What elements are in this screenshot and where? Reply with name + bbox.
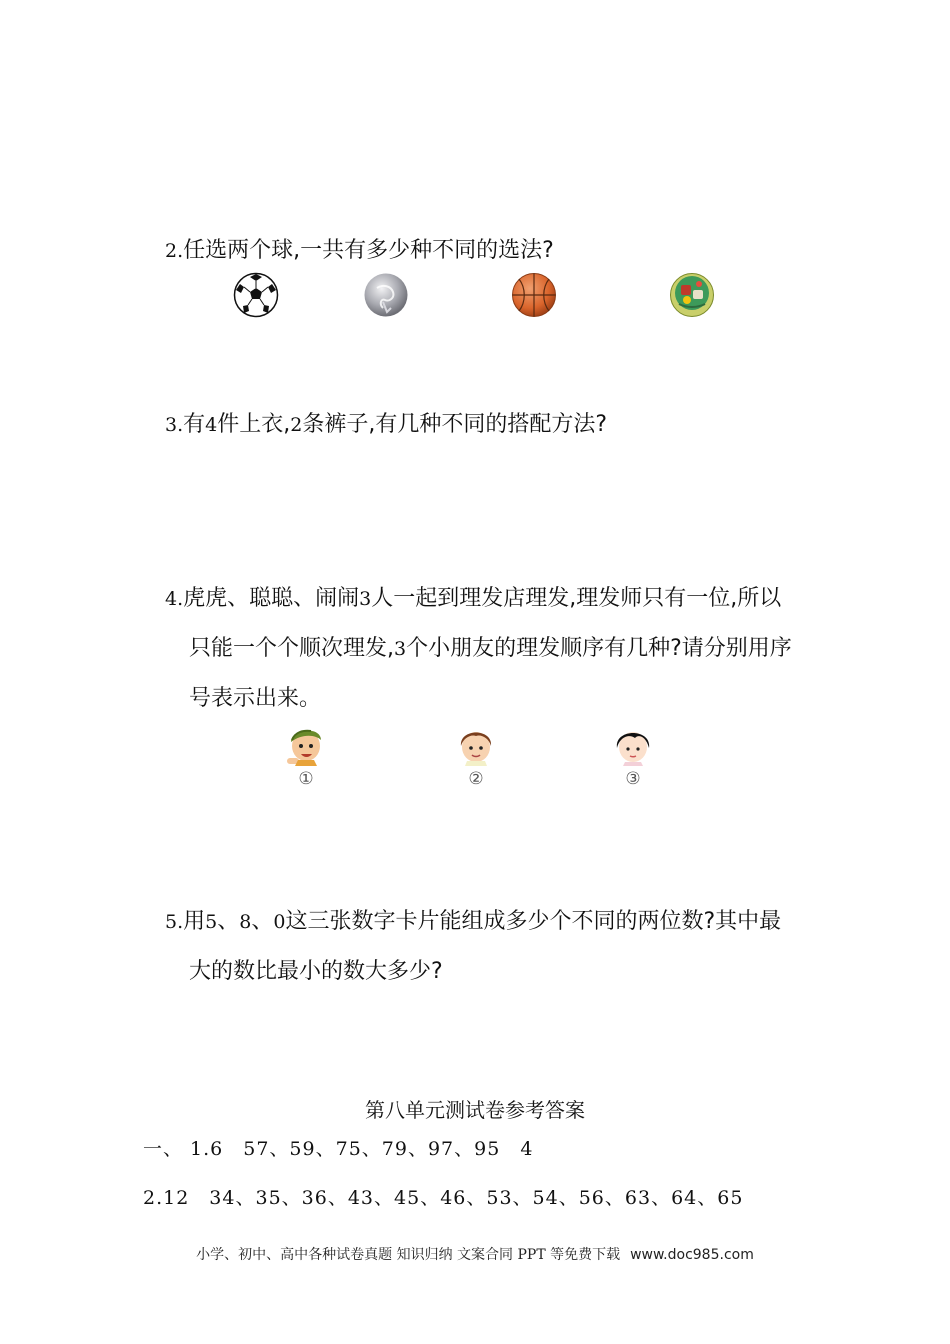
question-text: 人一起到理发店理发,理发师只有一位,所以 bbox=[371, 586, 782, 611]
question-4 bbox=[165, 574, 792, 724]
basketball-icon bbox=[511, 272, 557, 318]
number-4: 4 bbox=[205, 414, 218, 436]
question-text: 用 bbox=[183, 909, 206, 934]
question-number: 4. bbox=[165, 588, 184, 610]
question-text: 任选两个球,一共有多少种不同的选法? bbox=[183, 238, 554, 263]
question-text: 大的数比最小的数大多少? bbox=[189, 959, 443, 984]
boy-cap-avatar-icon bbox=[281, 722, 331, 768]
question-text: 只能一个个顺次理发, bbox=[189, 636, 394, 661]
page-footer bbox=[0, 1244, 950, 1264]
child-number-label: ② bbox=[468, 769, 484, 789]
digit-8: 8 bbox=[239, 911, 252, 933]
footer-text: 小学、初中、高中各种试卷真题 知识归纳 文案合同 PPT 等免费下载 bbox=[196, 1247, 621, 1263]
question-text: 件上衣, bbox=[217, 412, 291, 437]
question-number: 5. bbox=[165, 911, 184, 933]
question-number: 2. bbox=[165, 240, 184, 262]
question-text: 号表示出来。 bbox=[189, 686, 322, 711]
soccer-ball-icon bbox=[233, 272, 279, 318]
question-number: 3. bbox=[165, 414, 184, 436]
footer-url[interactable]: www.doc985.com bbox=[630, 1247, 754, 1263]
question-text: 虎虎、聪聪、闹闹 bbox=[183, 586, 360, 611]
digit-0: 0 bbox=[273, 911, 286, 933]
question-text: 个小朋友的理发顺序有几种?请分别用序 bbox=[406, 636, 792, 661]
girl-black-hair-avatar-icon bbox=[608, 722, 658, 768]
child-3 bbox=[607, 722, 659, 790]
question-text: 这三张数字卡片能组成多少个不同的两位数?其中最 bbox=[285, 909, 782, 934]
question-text: 条裤子,有几种不同的搭配方法? bbox=[302, 412, 608, 437]
silver-ball-icon bbox=[363, 272, 409, 318]
number-3: 3 bbox=[359, 588, 372, 610]
question-text: 、 bbox=[217, 909, 240, 934]
child-number-label: ③ bbox=[625, 769, 641, 789]
answer-key-title: 第八单元测试卷参考答案 bbox=[365, 1098, 585, 1122]
question-3 bbox=[165, 400, 607, 450]
child-number-label: ① bbox=[298, 769, 314, 789]
question-2 bbox=[165, 226, 554, 276]
boy-brown-hair-avatar-icon bbox=[451, 722, 501, 768]
answer-line-1: 一、 1.6 57、59、75、79、97、95 4 bbox=[143, 1138, 534, 1160]
green-patterned-ball-icon bbox=[669, 272, 715, 318]
children-row bbox=[280, 722, 680, 802]
number-2: 2 bbox=[290, 414, 303, 436]
answer-line-2: 2.12 34、35、36、43、45、46、53、54、56、63、64、65 bbox=[143, 1187, 744, 1209]
ball-options bbox=[233, 272, 723, 322]
child-2 bbox=[450, 722, 502, 790]
question-5 bbox=[165, 897, 781, 997]
digit-5: 5 bbox=[205, 911, 218, 933]
question-text: 有 bbox=[183, 412, 206, 437]
number-3: 3 bbox=[394, 638, 407, 660]
question-text: 、 bbox=[251, 909, 274, 934]
child-1 bbox=[280, 722, 332, 790]
